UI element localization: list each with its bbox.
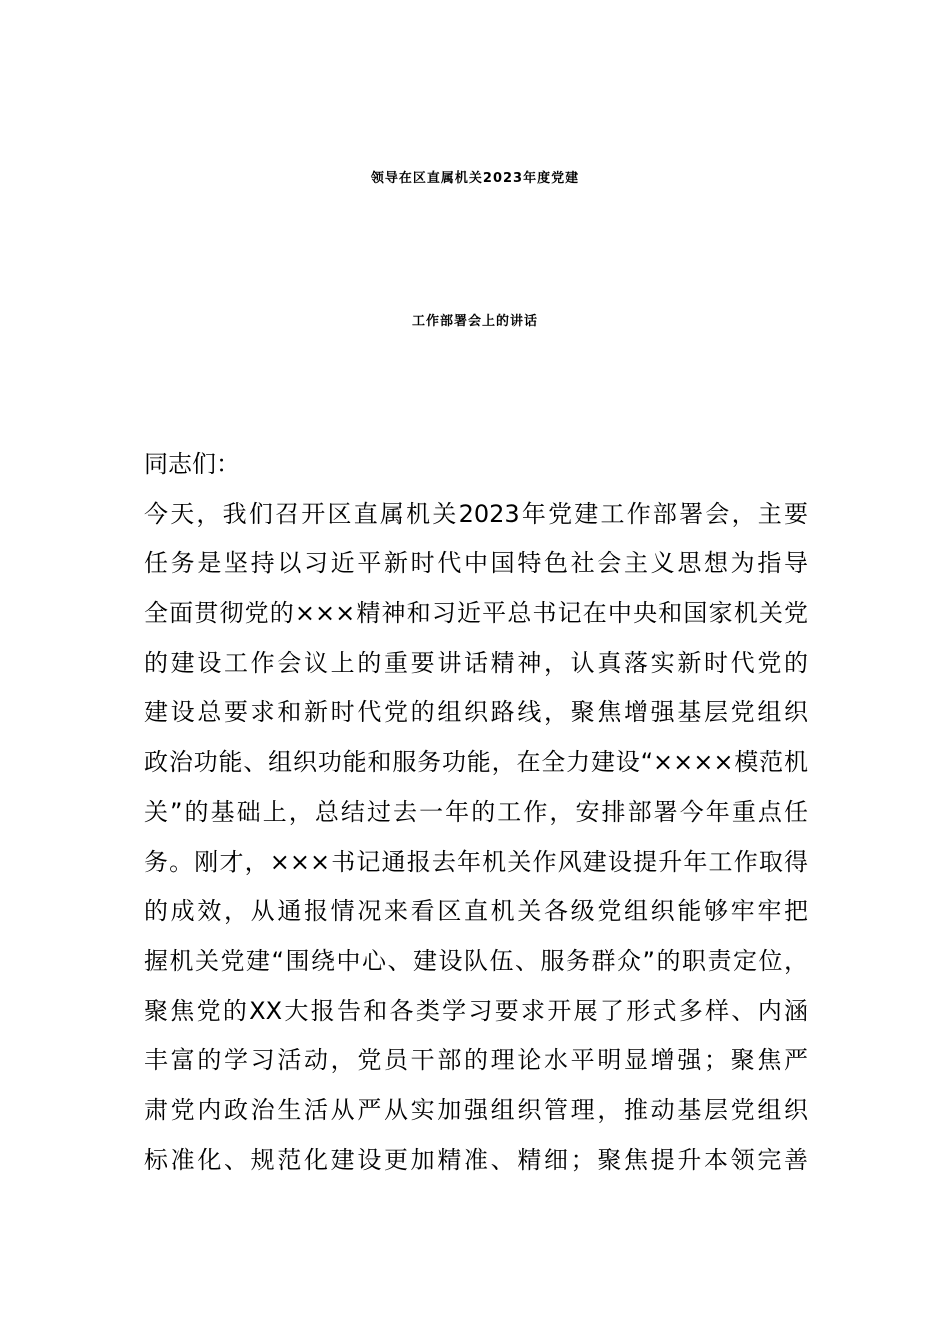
- body-line: 任务是坚持以习近平新时代中国特色社会主义思想为指导: [144, 549, 808, 578]
- body-line: 标准化、规范化建设更加精准、精细；聚焦提升本领完善: [144, 1145, 808, 1174]
- body-line: 握机关党建“围绕中心、建设队伍、服务群众”的职责定位，: [144, 946, 808, 975]
- body-line: 建设总要求和新时代党的组织路线，聚焦增强基层党组织: [144, 698, 808, 727]
- document-body: [144, 440, 808, 1185]
- body-line: 聚焦党的XX大报告和各类学习要求开展了形式多样、内涵: [144, 996, 808, 1025]
- salutation: 同志们：: [144, 450, 240, 478]
- body-line: 政治功能、组织功能和服务功能，在全力建设“××××模范机: [144, 748, 808, 777]
- body-line: 今天，我们召开区直属机关2023年党建工作部署会，主要: [144, 499, 808, 528]
- body-line: 的成效，从通报情况来看区直机关各级党组织能够牢牢把: [144, 897, 808, 926]
- body-line: 丰富的学习活动，党员干部的理论水平明显增强；聚焦严: [144, 1046, 808, 1075]
- document-title-line-2: 工作部署会上的讲话: [411, 314, 538, 329]
- document-title-line-1: 领导在区直属机关2023年度党建: [370, 171, 580, 186]
- body-line: 全面贯彻党的×××精神和习近平总书记在中央和国家机关党: [144, 599, 808, 628]
- body-line: 关”的基础上，总结过去一年的工作，安排部署今年重点任: [144, 797, 808, 826]
- body-line: 肃党内政治生活从严从实加强组织管理，推动基层党组织: [144, 1095, 808, 1124]
- body-line: 务。刚才，×××书记通报去年机关作风建设提升年工作取得: [144, 847, 808, 876]
- body-line: 的建设工作会议上的重要讲话精神，认真落实新时代党的: [144, 648, 808, 677]
